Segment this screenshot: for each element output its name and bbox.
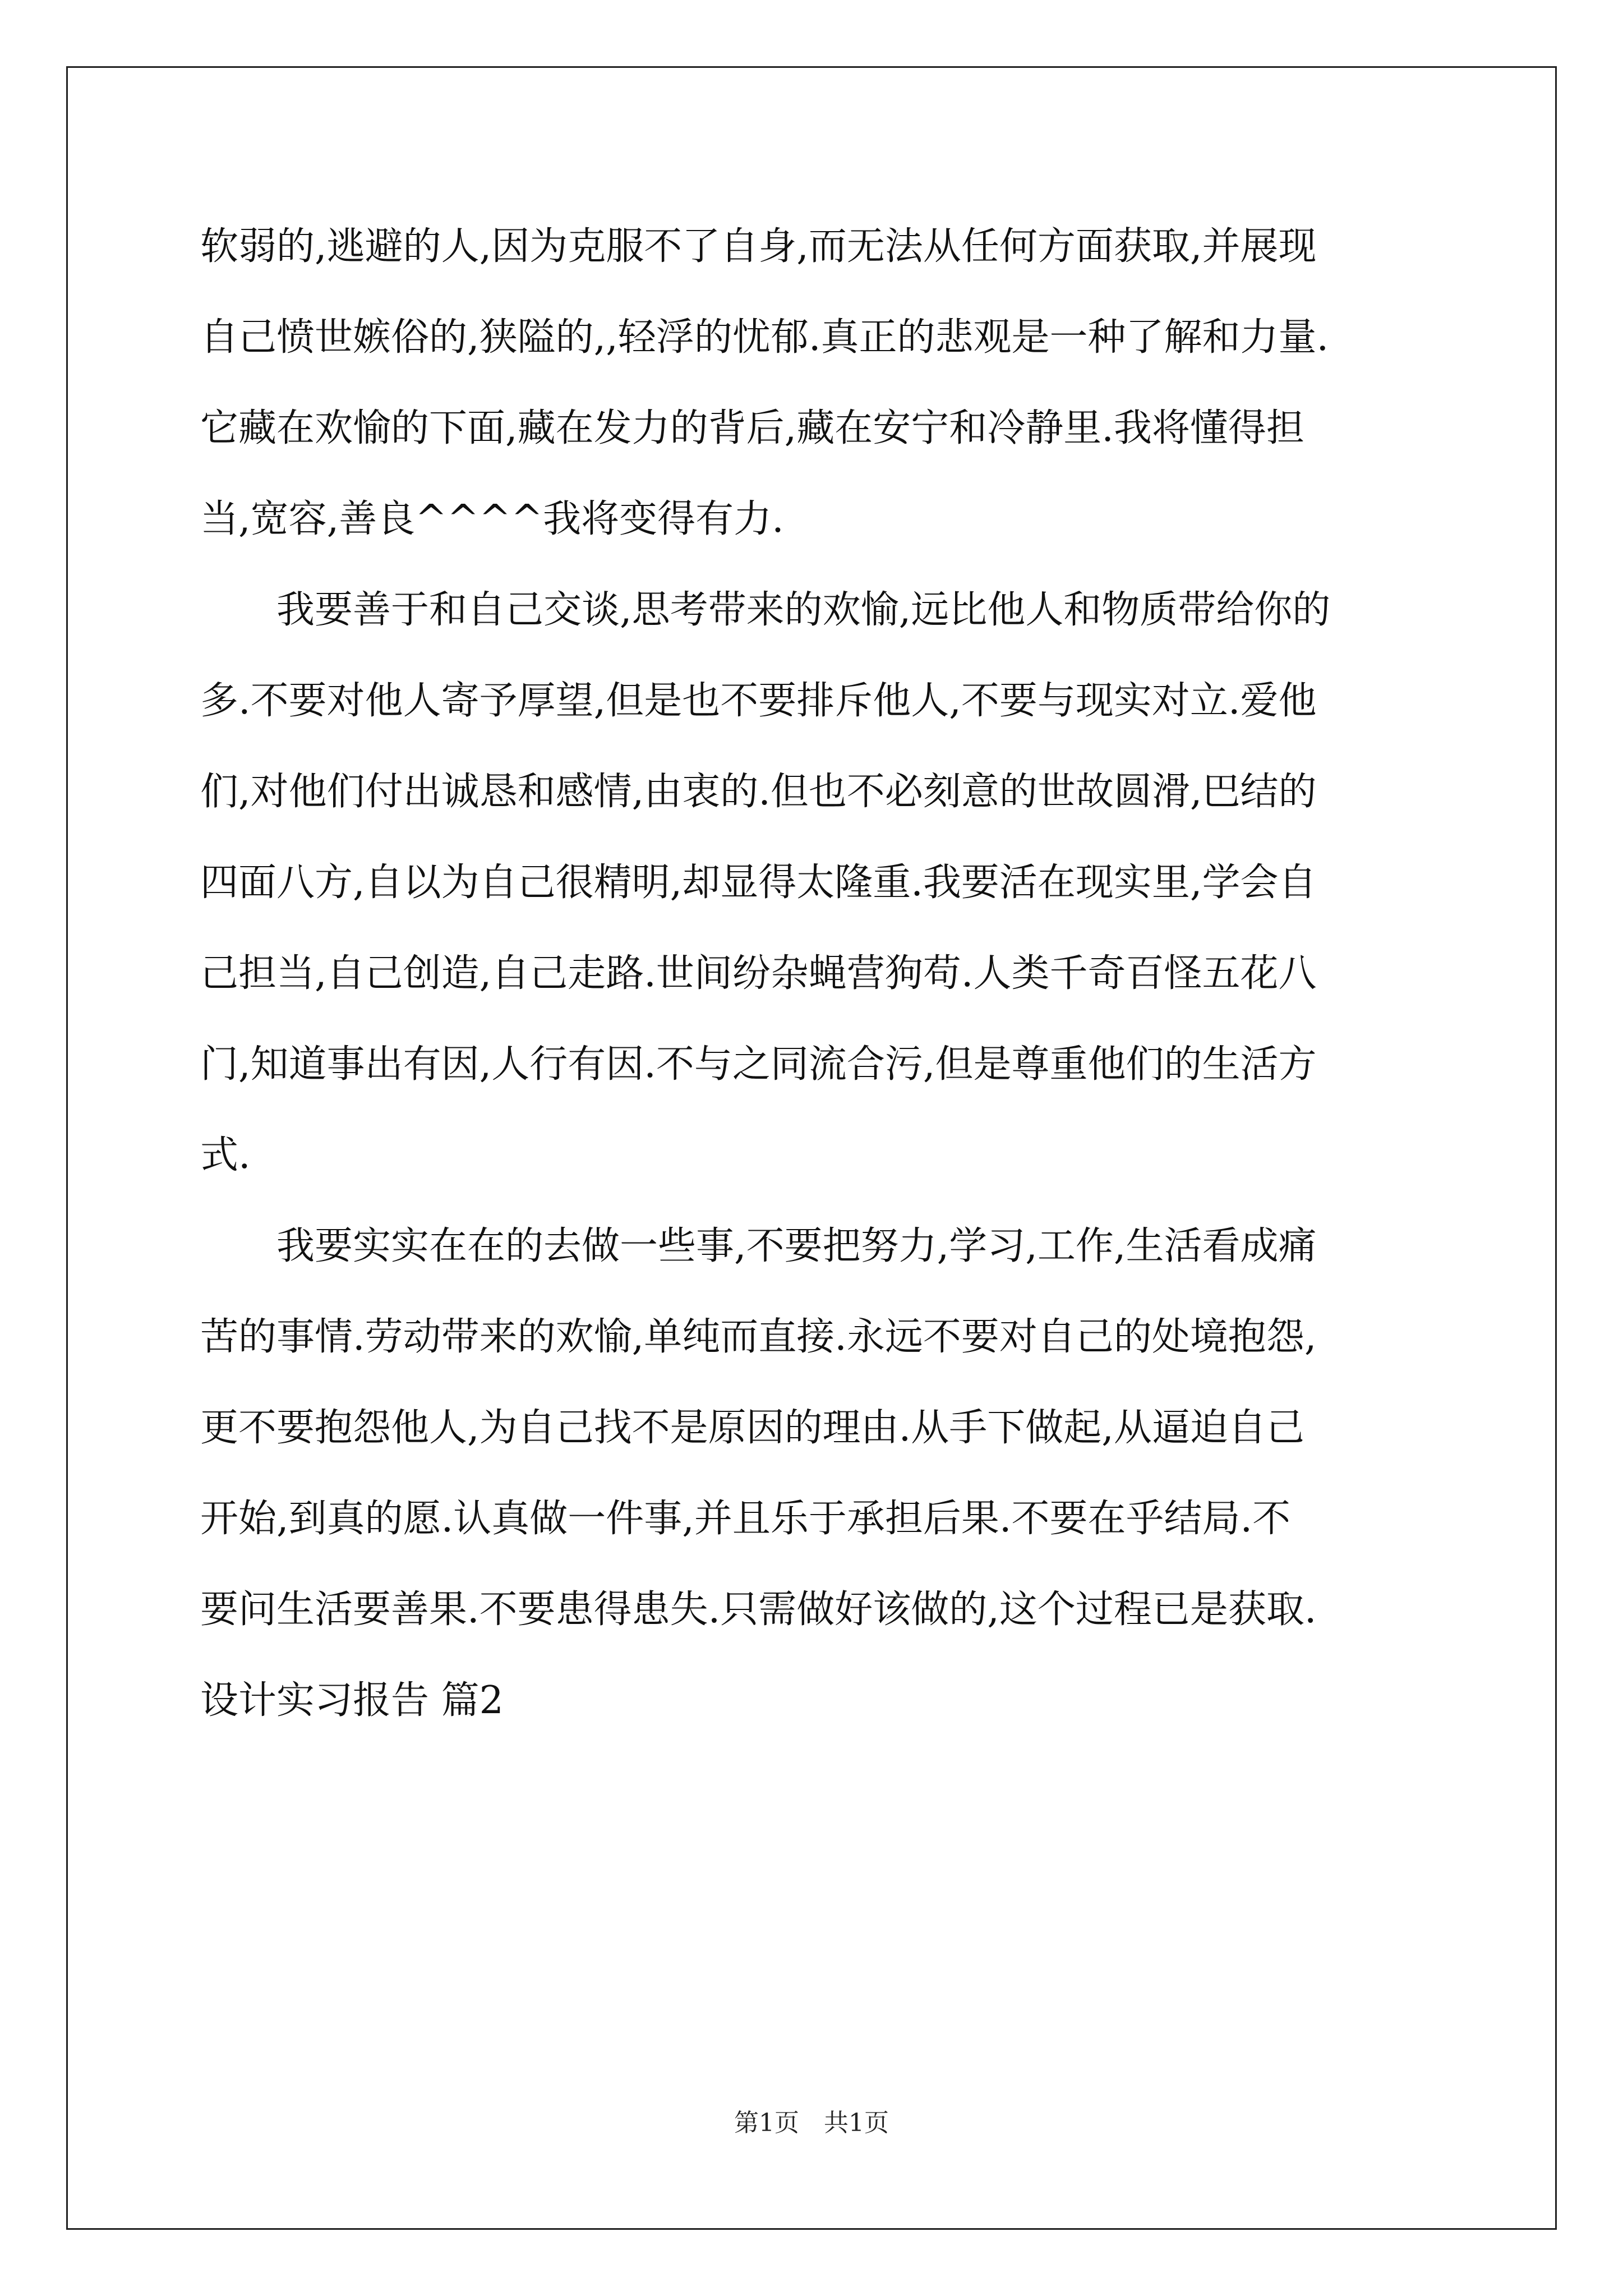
- paragraph-3: [200, 1216, 1423, 1670]
- text-line: 当,宽容,善良^^^^我将变得有力.: [200, 497, 784, 541]
- text-line: 式.: [200, 1133, 251, 1177]
- text-line: 自己愤世嫉俗的,狭隘的,,轻浮的忧郁.真正的悲观是一种了解和力量.: [200, 315, 1329, 360]
- text-line: 我要实实在在的去做一些事,不要把努力,学习,工作,生活看成痛: [276, 1224, 1317, 1268]
- text-line: 它藏在欢愉的下面,藏在发力的背后,藏在安宁和冷静里.我将懂得担: [200, 406, 1304, 450]
- text-line: 更不要抱怨他人,为自己找不是原因的理由.从手下做起,从逼迫自己: [200, 1406, 1304, 1450]
- text-line: 们,对他们付出诚恳和感情,由衷的.但也不必刻意的世故圆滑,巴结的: [200, 770, 1317, 814]
- text-line: 开始,到真的愿.认真做一件事,并且乐于承担后果.不要在乎结局.不: [200, 1497, 1291, 1541]
- text-line: 软弱的,逃避的人,因为克服不了自身,而无法从任何方面获取,并展现: [200, 224, 1317, 269]
- text-line: 多.不要对他人寄予厚望,但是也不要排斥他人,不要与现实对立.爱他: [200, 679, 1317, 723]
- text-line: 要问生活要善果.不要患得患失.只需做好该做的,这个过程已是获取.: [200, 1588, 1317, 1632]
- text-line: 苦的事情.劳动带来的欢愉,单纯而直接.永远不要对自己的处境抱怨,: [200, 1315, 1317, 1359]
- page-number-footer: 第1页 共1页: [734, 2109, 889, 2137]
- text-line: 我要善于和自己交谈,思考带来的欢愉,远比他人和物质带给你的: [276, 588, 1331, 632]
- paragraph-1: [200, 216, 1423, 579]
- text-line: 四面八方,自以为自己很精明,却显得太隆重.我要活在现实里,学会自: [200, 861, 1317, 905]
- document-body: [200, 216, 1423, 1761]
- text-line: 己担当,自己创造,自己走路.世间纷杂蝇营狗苟.人类千奇百怪五花八: [200, 951, 1317, 996]
- text-line: 门,知道事出有因,人行有因.不与之同流合污,但是尊重他们的生活方: [200, 1042, 1317, 1087]
- paragraph-2: [200, 579, 1423, 1216]
- section-heading: 设计实习报告 篇2: [200, 1678, 504, 1723]
